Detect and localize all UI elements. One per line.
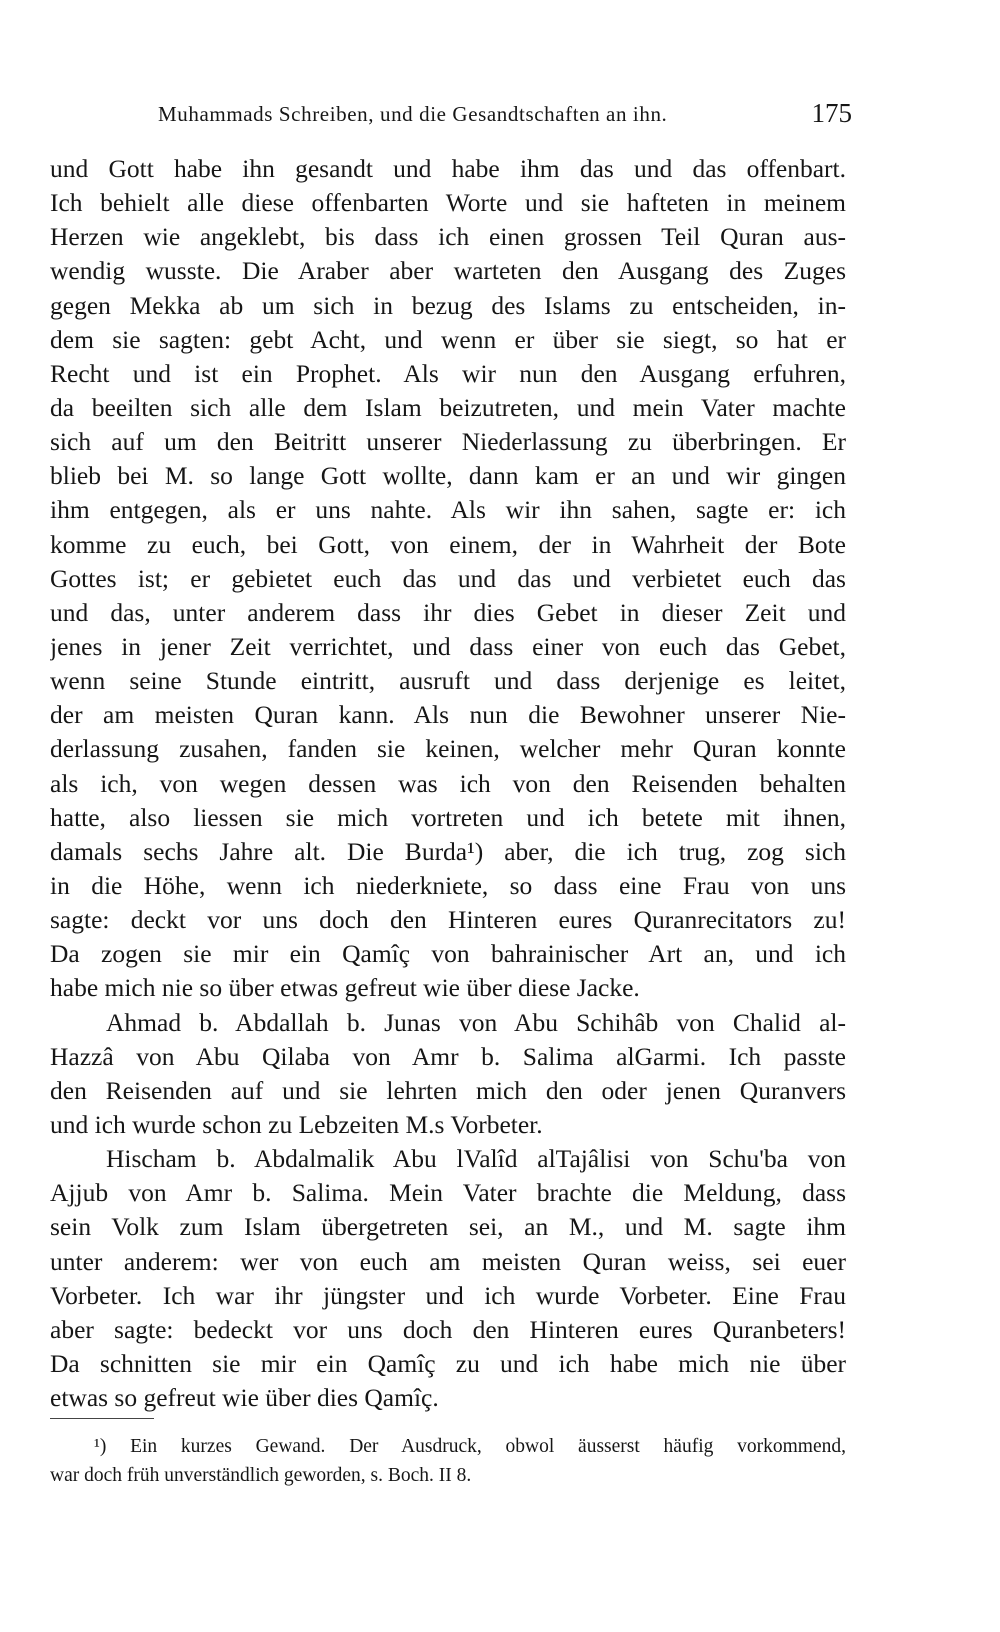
text-line: sein Volk zum Islam übergetreten sei, an M., und M. sagte ihm [50, 1212, 846, 1242]
text-line: aber sagte: bedeckt vor uns doch den Hinteren eures Quranbeters! [50, 1314, 846, 1344]
text-line: hatte, also liessen sie mich vortreten und ich betete mit ihnen, [50, 802, 846, 832]
text-line: jenes in jener Zeit verrichtet, und dass einer von euch das Gebet, [50, 631, 846, 661]
text-line: Ich behielt alle diese offenbarten Worte und sie hafteten in meinem [50, 188, 846, 218]
text-line: gegen Mekka ab um sich in bezug des Islams zu entscheiden, in- [50, 290, 846, 320]
text-line: sagte: deckt vor uns doch den Hinteren eures Quranrecitators zu! [50, 905, 846, 935]
text-line: wenn seine Stunde eintritt, ausruft und dass derjenige es leitet, [50, 666, 846, 696]
text-line: Recht und ist ein Prophet. Als wir nun den Ausgang erfuhren, [50, 358, 846, 388]
text-line: Hazzâ von Abu Qilaba von Amr b. Salima alGarmi. Ich passte [50, 1041, 846, 1071]
text-line: derlassung zusahen, fanden sie keinen, welcher mehr Quran konnte [50, 734, 846, 764]
text-line: Hischam b. Abdalmalik Abu lValîd alTajâlisi von Schu'ba von [106, 1144, 846, 1174]
text-line: der am meisten Quran kann. Als nun die Bewohner unserer Nie- [50, 700, 846, 730]
text-line: komme zu euch, bei Gott, von einem, der in Wahrheit der Bote [50, 529, 846, 559]
footnote-line: ¹) Ein kurzes Gewand. Der Ausdruck, obwol äusserst häufig vorkommend, [94, 1436, 846, 1457]
text-line: habe mich nie so über etwas gefreut wie über diese Jacke. [50, 973, 640, 1003]
footnotes [50, 1432, 846, 1490]
text-line: dem sie sagten: gebt Acht, und wenn er über sie siegt, so hat er [50, 324, 846, 354]
text-line: als ich, von wegen dessen was ich von den Reisenden behalten [50, 768, 846, 798]
text-line: sich auf um den Beitritt unserer Niederlassung zu überbringen. Er [50, 427, 846, 457]
text-line: etwas so gefreut wie über dies Qamîç. [50, 1383, 439, 1413]
page-number: 175 [811, 98, 852, 128]
text-line: wendig wusste. Die Araber aber warteten den Ausgang des Zuges [50, 256, 846, 286]
text-line: Ahmad b. Abdallah b. Junas von Abu Schihâb von Chalid al- [106, 1007, 846, 1037]
body-text [50, 152, 846, 1415]
text-line: und Gott habe ihn gesandt und habe ihm das und das offenbart. [50, 154, 846, 183]
text-line: da beeilten sich alle dem Islam beizutreten, und mein Vater machte [50, 392, 846, 422]
text-line: Vorbeter. Ich war ihr jüngster und ich wurde Vorbeter. Eine Frau [50, 1280, 846, 1310]
text-line: Gottes ist; er gebietet euch das und das und verbietet euch das [50, 563, 846, 593]
text-line: Da schnitten sie mir ein Qamîç zu und ich habe mich nie über [50, 1348, 846, 1378]
text-line: unter anderem: wer von euch am meisten Quran weiss, sei euer [50, 1246, 846, 1276]
page-header [50, 98, 852, 132]
footnote-divider [50, 1418, 154, 1419]
text-line: Da zogen sie mir ein Qamîç von bahrainischer Art an, und ich [50, 939, 846, 969]
text-line: blieb bei M. so lange Gott wollte, dann kam er an und wir gingen [50, 461, 846, 491]
running-head: Muhammads Schreiben, und die Gesandtschaften an ihn. [158, 102, 668, 126]
footnote-line: war doch früh unverständlich geworden, s. Boch. II 8. [50, 1465, 472, 1486]
text-line: und ich wurde schon zu Lebzeiten M.s Vorbeter. [50, 1109, 543, 1139]
text-line: und das, unter anderem dass ihr dies Gebet in dieser Zeit und [50, 597, 846, 627]
text-line: damals sechs Jahre alt. Die Burda¹) aber, die ich trug, zog sich [50, 836, 846, 866]
text-line: in die Höhe, wenn ich niederkniete, so dass eine Frau von uns [50, 870, 846, 900]
text-line: Herzen wie angeklebt, bis dass ich einen grossen Teil Quran aus- [50, 222, 846, 252]
text-line: ihm entgegen, als er uns nahte. Als wir ihn sahen, sagte er: ich [50, 495, 846, 525]
text-line: Ajjub von Amr b. Salima. Mein Vater brachte die Meldung, dass [50, 1178, 846, 1208]
text-line: den Reisenden auf und sie lehrten mich den oder jenen Quranvers [50, 1075, 846, 1105]
